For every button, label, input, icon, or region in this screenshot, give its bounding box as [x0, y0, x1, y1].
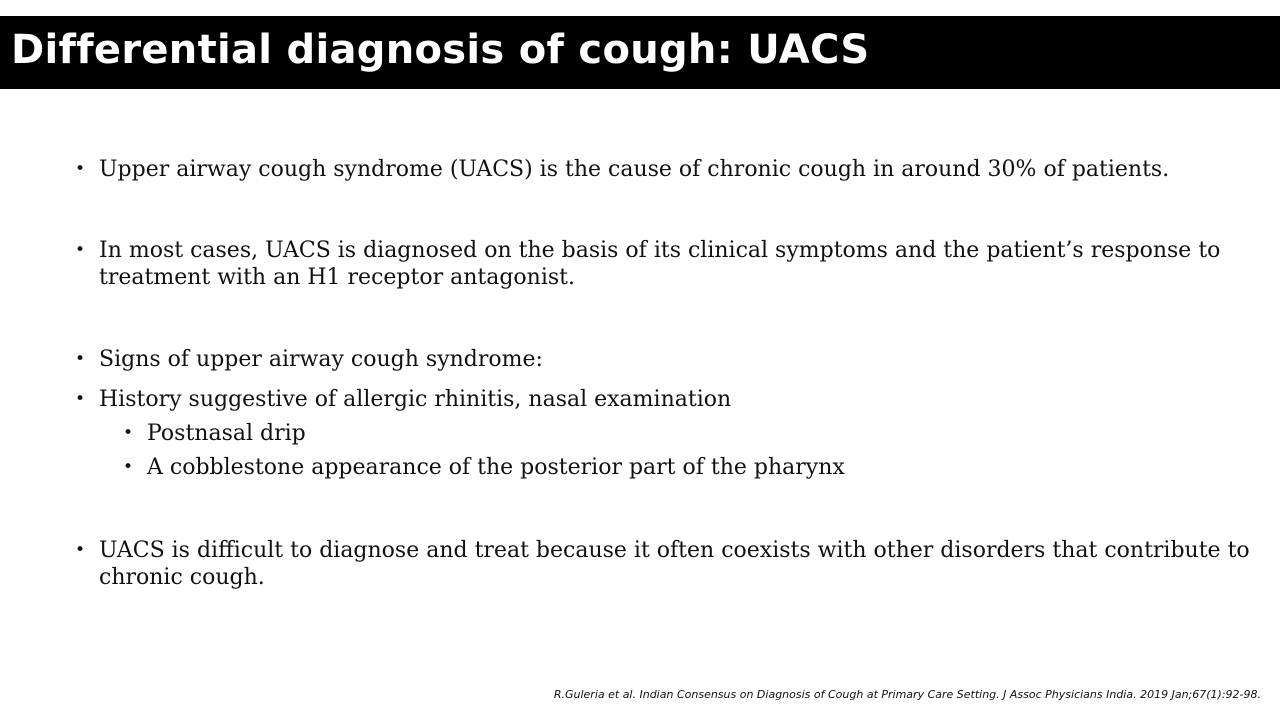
bullet-item [75, 346, 543, 373]
citation: R.Guleria et al. Indian Consensus on Diagnosis of Cough at Primary Care Setting. J Assoc Physicians India. 2019 Jan;67(1):92-98. [553, 688, 1261, 701]
bullet-item [75, 537, 1250, 591]
bullet-text: UACS is difficult to diagnose and treat because it often coexists with other disorders that contribute to [99, 538, 1250, 563]
bullet-text: Upper airway cough syndrome (UACS) is the cause of chronic cough in around 30% of patients. [99, 157, 1170, 182]
bullet-item [75, 237, 1221, 291]
bullet-item [75, 386, 732, 413]
bullet-glyph: • [75, 349, 86, 369]
bullet-text-continued: treatment with an H1 receptor antagonist. [99, 265, 575, 290]
bullet-item [75, 156, 1170, 183]
slide-title: Differential diagnosis of cough: UACS [11, 27, 870, 73]
bullet-text-continued: chronic cough. [99, 565, 265, 590]
bullet-glyph: • [75, 159, 86, 179]
bullet-glyph: • [123, 457, 134, 477]
sub-bullet-item [123, 420, 306, 447]
sub-bullet-text: Postnasal drip [147, 421, 306, 446]
bullet-glyph: • [75, 389, 86, 409]
sub-bullet-item [123, 454, 845, 481]
bullet-glyph: • [75, 540, 86, 560]
bullet-glyph: • [75, 240, 86, 260]
sub-bullet-text: A cobblestone appearance of the posterior part of the pharynx [147, 455, 845, 480]
bullet-text: In most cases, UACS is diagnosed on the basis of its clinical symptoms and the patient’s response to [99, 238, 1221, 263]
bullet-text: History suggestive of allergic rhinitis, nasal examination [99, 387, 732, 412]
bullet-text: Signs of upper airway cough syndrome: [99, 347, 543, 372]
bullet-glyph: • [123, 423, 134, 443]
